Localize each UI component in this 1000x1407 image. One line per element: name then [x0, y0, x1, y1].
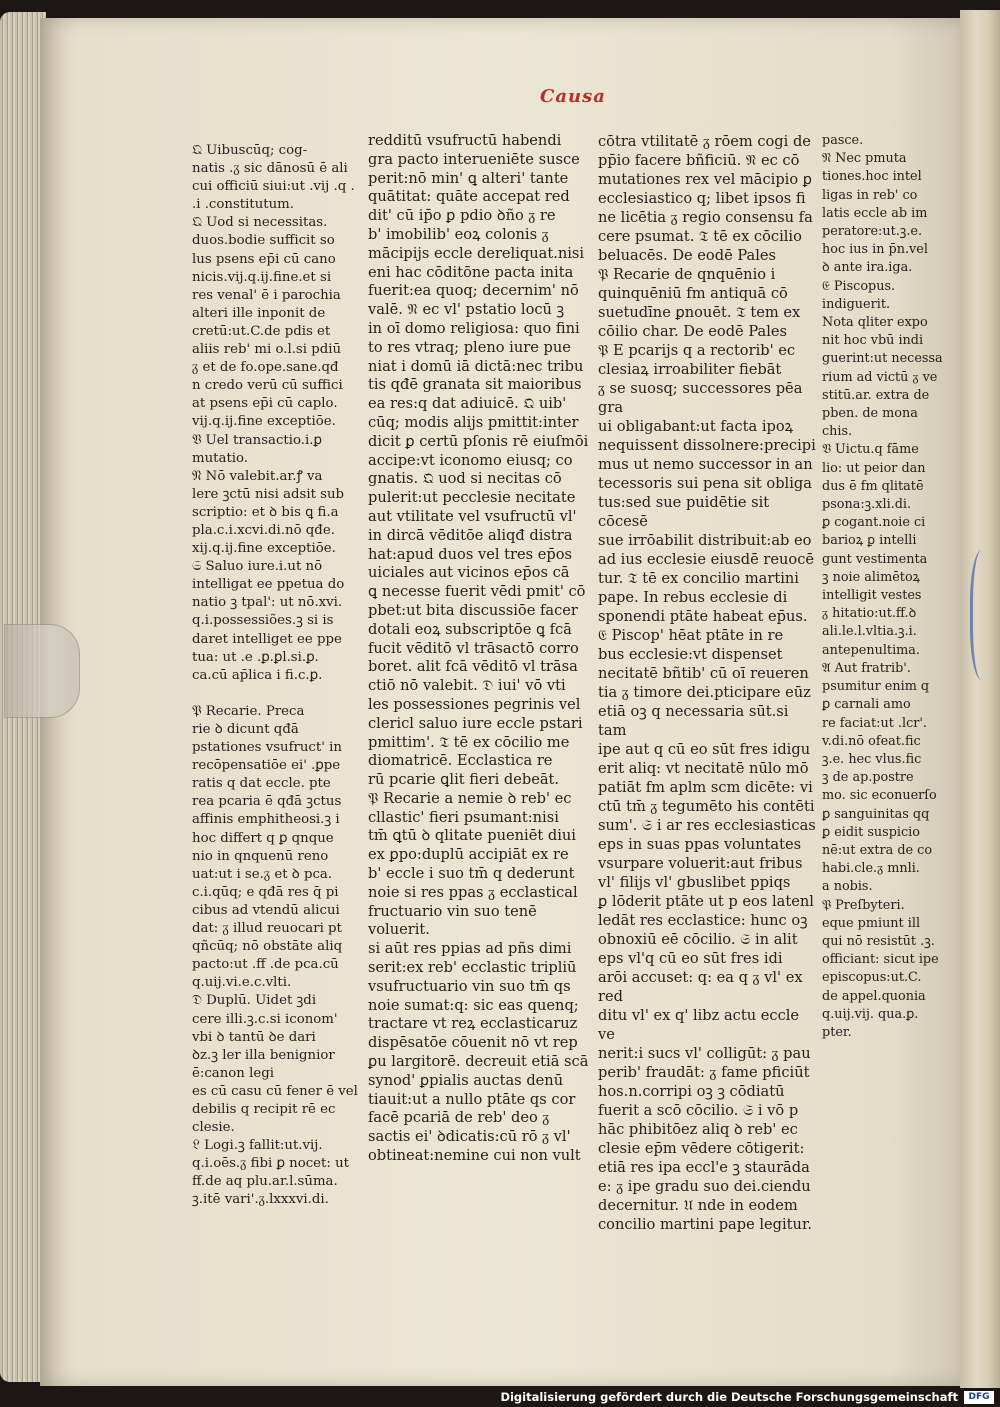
running-head: Causa [540, 86, 606, 107]
text-column-2: cōtra vtilitatē ᵹ rōem cogi de pp̄io facere bñficiū. 𝔑 ec cō mutationes rex vel mācipio ꝑ ecclesiastico q; libet ipsos fi ne licētia ᵹ regio consensu fa cere psumat. 𝔗 tē ex cōcilio beluacēs. De eodē Pales 𝔓 Recarie de qnquēnio i quinquēniū fm antiquā cō suetudīne ꝑnouēt. 𝔗 tem ex cōilio char. De eodē Pales 𝔓 E pcarijs q a rectorib' ec clesiaꝝ irroabiliter fiebāt ᵹ se suosq; successores pēa gra ui obligabant:ut facta ipoꝝ nequissent dissolnere:precipi mus ut nemo successor in an tecessoris sui pena sit obliga tus:sed sue puidētie sit cōcesē sue irrōabilit distribuit:ab eo ad ius ecclesie eiusdē reuocē tur. 𝔗 tē ex concilio martini pape. In rebus ecclesie di sponendi ptāte habeat ep̄us. 𝔈 Piscop' hēat ptāte in re bus ecclesie:vt dispenset necitatē bñtib' cū oī reueren tia ᵹ timore dei.pticipare eūz etiā oꝫ q necessaria sūt.si tam ipe aut q cū eo sūt fres idigu erit aliq: vt necitatē nūlo mō patiāt fm aplm scm dicēte: vi ctū tm̄ ᵹ tegumēto his contēti sum'. 𝔖 i ar res ecclesiasticas eps in suas ppas voluntates vsurpare voluerit:aut fribus vl' filijs vl' gbuslibet ppiqs ꝑ lōderit ptāte ut p eos latenl ledāt res ecclastice: hunc oꝫ obnoxiū eē cōcilio. 𝔖 in alit eps vl'q cū eo sūt fres idi arōi accuset: q: ea q ᵹ vl' ex red ditu vl' ex q' libz actu eccle ve nerit:i sucs vl' colligūt: ᵹ pau perib' fraudāt: ᵹ fame pficiūt hos.n.corripi oꝫ ꝫ cōdiatū fuerit a scō cōcilio. 𝔖 i vō p hāc phibitōez aliq ꝺ reb' ec clesie ep̄m vēdere cōtigerit: etiā res ipa eccl'e ꝫ staurāda e: ᵹ ipe gradu suo dei.ciendu decernitur. 𝔘 nde in eodem concilio martini pape legitur. [598, 133, 816, 1233]
funding-credit: Digitalisierung gefördert durch die Deutsche Forschungsgemeinschaft [500, 1390, 958, 1404]
dfg-logo: DFG [964, 1391, 994, 1404]
gloss-column-left: 𝔔 Uibuscūq; cog- natis .ᵹ sic dānosū ē ali cui officiū siui:ut .vij .q . .i .constitutum. 𝔔 Uod si necessitas. duos.bodie sufficit so lus psens ep̄i cū cano nicis.vij.q.ij.fine.et si res venal' ē i parochia alteri ille inponit de cretū:ut.C.de pdis et aliis reb' mi o.l.si pdiū ᵹ et de fo.ope.sane.qđ n credo verū cū suffici at psens ep̄i cū caplo. vij.q.ij.fine exceptiōe. 𝔙 Uel transactio.i.ꝑ mutatio. 𝔑 Nō valebit.ar.ꝭ va lere ꝫctū nisi adsit sub scriptio: et ꝺ bis ꝗ fi.a pla.c.i.xcvi.di.nō qđe. xij.q.ij.fine exceptiōe. 𝔖 Saluo iure.i.ut nō intelligat ee ppetua do natio ꝫ tpal': ut nō.xvi. q.i.possessiões.ꝫ si is daret intelliget ee ppe tua: ut .e .ꝑ.ꝑl.si.ꝑ. ca.cū ap̄lica i fi.c.ꝑ. 𝔓 Recarie. Preca rie ꝺ dicunt qđā pstationes vsufruct' in recōpensatiōe ei' .ꝑpe ratis q dat eccle. pte rea pcaria ē qđā ꝫctus affinis emphitheosi.ꝫ i hoc differt q ꝑ qnque nio in qnquenū reno uat:ut i se.ᵹ et ꝺ pca. c.i.qūq; e qđā res q̄ pi cibus ad vtendū alicui dat: ᵹ illud reuocari pt qñcūq; nō obstāte aliq pacto:ut .ff .de pca.cū q.uij.vi.e.c.vlti. 𝔇 Duplū. Uidet ꝫdi cere illi.ꝫ.c.si iconom' vbi ꝺ tantū ꝺe dari ꝺz.ꝫ ler illa benignior ē:canon legi es cū casu cū fener ē vel debilis q recipit rē ec clesie. 𝔏 Logi.ꝫ fallit:ut.vij. q.i.oēs.ᵹ fibi ꝑ nocet: ut ff.de aq plu.ar.l.sūma. ꝫ.itē vari'.ᵹ.lxxxvi.di. [192, 143, 358, 1208]
right-page-edges [960, 10, 1000, 1388]
gloss-column-right: pasce. 𝔑 Nec pmuta tiones.hoc intel ligas in reb' co latis eccle ab im peratore:ut.ꝫ.e. hoc ius in p̄n.vel ꝺ ante ira.iga. 𝔈 Piscopus. indiguerit. Nota qliter expo nit hoc vbū indi guerint:ut necessa rium ad victū ᵹ ve stitū.ar. extra de pben. de mona chis. 𝔙 Uictu.q fāme lio: ut peior dan dus ē fm qlitatē psona:ꝫ.xli.di. ꝑ cogant.noie ci barioꝝ ꝑ intelli gunt vestimenta ꝫ noie alimētoꝝ intelligit vestes ᵹ hitatio:ut.ff.ꝺ ali.le.l.vltia.ꝫ.i. antepenultima. 𝔄 Aut fratrib'. psumitur enim q ꝑ carnali amo re faciat:ut .lcr'. v.di.nō ofeat.fic ꝫ.e. hec vlus.fic ꝫ de ap.postre mo. sic econuerſo ꝑ sanguinitas qq ꝑ eidit suspicio nē:ut extra de co habi.cle.ᵹ mnli. a nobis. 𝔓 Preſbyteri. eque pmiunt ill qui nō resistūt .ꝫ. officiant: sicut ipe episcopus:ut.C. de appel.quonia q.uij.vij. qua.ꝑ. pter. [822, 133, 943, 1040]
text-column-1: redditū vsufructū habendi gra pacto interueniēte susce perit:nō min' ꝗ alteri' tante quātitat: quāte accepat red dit' cū ip̄o ꝑ pdio ꝺño ᵹ re b' imobilib' eoꝝ colonis ᵹ mācipijs eccle dereliquat.nisi eni hac cōditōne pacta inita fuerit:ea quoq; decernim' nō valē. 𝔑 ec vl' pstatio locū ꝫ in oī domo religiosa: quo fini to res vtraq; pleno iure pue niat i domū iā dictā:nec tribu tis qđē granata sit maioribus ea res:q dat adiuicē. 𝔔 uib' cūq; modis alijs pmittit:inter dicit ꝑ certū pſonis rē eiuſmōi accipe:vt iconomo eiusq; co gnatis. 𝔔 uod si necitas cō pulerit:ut pecclesie necitate aut vtilitate vel vsufructū vl' in dircā vēditōe aliqđ distra hat:apud duos vel tres ep̄os uiciales aut vicinos ep̄os cā ꝗ necesse fuerit vēdi pmit' cō pbet:ut bita discussiōe facer dotali eoꝝ subscriptōe ꝗ fcā fucit vēditō vl trāsactō corro boret. alit fcā vēditō vl trāsa ctiō nō valebit. 𝔇 iui' vō vti les possessiones pegrinis vel clericl saluo iure eccle pstari pmittim'. 𝔗 tē ex cōcilio me diomatricē. Ecclastica re rū pcarie ꝗlit fieri debeāt. 𝔓 Recarie a nemie ꝺ reb' ec cllastic' fieri psumant:nisi tm̄ ꝗtū ꝺ qlitate pueniēt diui ex ꝑpo:duplū accipiāt ex re b' eccle i suo tm̄ q dederunt noie si res ppas ᵹ ecclastical fructuario vin suo tenē voluerit. si aūt res ppias ad pñs dimi serit:ex reb' ecclastic tripliū vsufructuario vin suo tm̄ qs noie sumat:q: sic eas quenq; tractare vt reꝝ ecclasticaruz dispēsatōe cōuenit nō vt rep ꝑu largitorē. decreuit etiā scā synod' ꝑpialis auctas denū tiauit:ut a nullo ptāte qs cor facē pcariā de reb' deo ᵹ sactis ei' ꝺdicatis:cū rō ᵹ vl' obtineat:nemine cui non vult [368, 132, 589, 1165]
page-clip [4, 624, 80, 718]
ribbon-strip [970, 550, 999, 680]
